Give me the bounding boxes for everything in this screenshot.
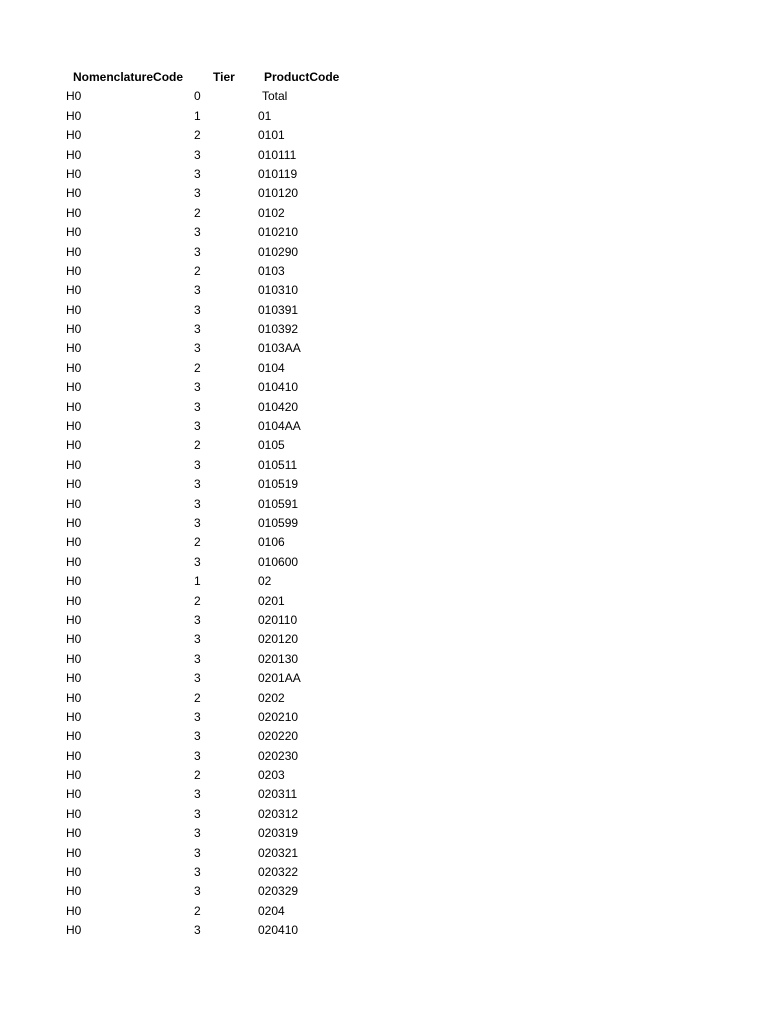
- cell-product-code: 02: [258, 574, 272, 589]
- cell-tier: 3: [194, 923, 201, 938]
- cell-nomenclature-code: H0: [66, 709, 82, 724]
- table-row: [0, 708, 768, 727]
- cell-nomenclature-code: H0: [66, 360, 82, 375]
- table-row: [0, 398, 768, 417]
- table-row: [0, 107, 768, 126]
- table-row: [0, 475, 768, 494]
- cell-tier: 1: [194, 108, 201, 123]
- table-row: [0, 611, 768, 630]
- cell-nomenclature-code: H0: [66, 748, 82, 763]
- table-row: [0, 359, 768, 378]
- cell-nomenclature-code: H0: [66, 380, 82, 395]
- cell-product-code: 0104AA: [258, 419, 301, 434]
- cell-nomenclature-code: H0: [66, 322, 82, 337]
- table-row: [0, 863, 768, 882]
- cell-product-code: 020311: [258, 787, 298, 802]
- table-row: [0, 844, 768, 863]
- cell-nomenclature-code: H0: [66, 826, 82, 841]
- cell-nomenclature-code: H0: [66, 845, 82, 860]
- table-row: [0, 824, 768, 843]
- cell-nomenclature-code: H0: [66, 438, 82, 453]
- cell-tier: 3: [194, 671, 201, 686]
- table-row: [0, 126, 768, 145]
- cell-nomenclature-code: H0: [66, 205, 82, 220]
- table-row: [0, 495, 768, 514]
- cell-product-code: 010600: [258, 554, 299, 569]
- table-row: [0, 727, 768, 746]
- cell-nomenclature-code: H0: [66, 263, 82, 278]
- table-row: [0, 204, 768, 223]
- cell-product-code: 020210: [258, 709, 299, 724]
- table-row: [0, 785, 768, 804]
- cell-tier: 3: [194, 166, 201, 181]
- table-row: [0, 514, 768, 533]
- cell-product-code: 020110: [258, 612, 298, 627]
- cell-tier: 3: [194, 496, 201, 511]
- cell-product-code: 010392: [258, 322, 299, 337]
- table-row: [0, 572, 768, 591]
- cell-tier: 3: [194, 283, 201, 298]
- table-row: [0, 339, 768, 358]
- cell-nomenclature-code: H0: [66, 515, 82, 530]
- cell-tier: 3: [194, 826, 201, 841]
- cell-product-code: 010420: [258, 399, 299, 414]
- cell-nomenclature-code: H0: [66, 923, 82, 938]
- cell-product-code: 0102: [258, 205, 285, 220]
- cell-tier: 2: [194, 438, 201, 453]
- cell-tier: 2: [194, 593, 201, 608]
- cell-tier: 3: [194, 554, 201, 569]
- header-nomenclature-code: NomenclatureCode: [73, 70, 184, 84]
- table-row: [0, 417, 768, 436]
- cell-tier: 3: [194, 806, 201, 821]
- cell-product-code: 0202: [258, 690, 285, 705]
- table-row: [0, 456, 768, 475]
- cell-tier: 2: [194, 690, 201, 705]
- table-body: [0, 87, 768, 940]
- cell-tier: 3: [194, 419, 201, 434]
- cell-tier: 3: [194, 884, 201, 899]
- cell-tier: 3: [194, 457, 201, 472]
- cell-nomenclature-code: H0: [66, 593, 82, 608]
- table-row: [0, 301, 768, 320]
- table-row: [0, 592, 768, 611]
- table-row: [0, 146, 768, 165]
- table-row: [0, 223, 768, 242]
- cell-nomenclature-code: H0: [66, 884, 82, 899]
- cell-product-code: 010519: [258, 477, 299, 492]
- cell-product-code: 010119: [258, 166, 298, 181]
- table-row: [0, 378, 768, 397]
- cell-nomenclature-code: H0: [66, 632, 82, 647]
- cell-tier: 2: [194, 263, 201, 278]
- table-row: [0, 436, 768, 455]
- cell-tier: 3: [194, 787, 201, 802]
- cell-tier: 3: [194, 845, 201, 860]
- table-row: [0, 630, 768, 649]
- cell-tier: 2: [194, 535, 201, 550]
- table-row: [0, 669, 768, 688]
- cell-nomenclature-code: H0: [66, 535, 82, 550]
- cell-product-code: 0204: [258, 903, 285, 918]
- cell-nomenclature-code: H0: [66, 671, 82, 686]
- cell-tier: 3: [194, 709, 201, 724]
- cell-nomenclature-code: H0: [66, 419, 82, 434]
- cell-nomenclature-code: H0: [66, 225, 82, 240]
- cell-nomenclature-code: H0: [66, 729, 82, 744]
- cell-tier: 3: [194, 477, 201, 492]
- table-row: [0, 533, 768, 552]
- table-row: [0, 320, 768, 339]
- cell-product-code: 0105: [258, 438, 285, 453]
- cell-nomenclature-code: H0: [66, 806, 82, 821]
- cell-product-code: 020230: [258, 748, 299, 763]
- cell-tier: 3: [194, 302, 201, 317]
- cell-nomenclature-code: H0: [66, 128, 82, 143]
- cell-tier: 3: [194, 729, 201, 744]
- cell-product-code: 020130: [258, 651, 299, 666]
- cell-product-code: 020410: [258, 923, 299, 938]
- cell-nomenclature-code: H0: [66, 186, 82, 201]
- cell-product-code: 010210: [258, 225, 299, 240]
- cell-tier: 3: [194, 632, 201, 647]
- cell-nomenclature-code: H0: [66, 865, 82, 880]
- cell-nomenclature-code: H0: [66, 496, 82, 511]
- cell-product-code: 0101: [258, 128, 285, 143]
- cell-tier: 2: [194, 360, 201, 375]
- cell-product-code: 010120: [258, 186, 299, 201]
- cell-nomenclature-code: H0: [66, 787, 82, 802]
- cell-product-code: 0203: [258, 768, 285, 783]
- cell-nomenclature-code: H0: [66, 903, 82, 918]
- cell-product-code: 020321: [258, 845, 299, 860]
- cell-product-code: Total: [262, 89, 288, 104]
- cell-tier: 2: [194, 128, 201, 143]
- cell-nomenclature-code: H0: [66, 690, 82, 705]
- table-row: [0, 689, 768, 708]
- table-row: [0, 165, 768, 184]
- table-row: [0, 281, 768, 300]
- cell-nomenclature-code: H0: [66, 244, 82, 259]
- cell-tier: 2: [194, 768, 201, 783]
- cell-tier: 0: [194, 89, 201, 104]
- table-row: [0, 243, 768, 262]
- cell-product-code: 010310: [258, 283, 299, 298]
- cell-product-code: 020322: [258, 865, 299, 880]
- cell-product-code: 010591: [258, 496, 299, 511]
- cell-product-code: 020312: [258, 806, 299, 821]
- cell-tier: 3: [194, 147, 201, 162]
- cell-tier: 3: [194, 380, 201, 395]
- cell-tier: 2: [194, 903, 201, 918]
- cell-nomenclature-code: H0: [66, 283, 82, 298]
- cell-nomenclature-code: H0: [66, 477, 82, 492]
- data-table: [0, 68, 768, 941]
- cell-product-code: 0104: [258, 360, 285, 375]
- cell-nomenclature-code: H0: [66, 108, 82, 123]
- cell-product-code: 0106: [258, 535, 285, 550]
- cell-nomenclature-code: H0: [66, 457, 82, 472]
- cell-tier: 3: [194, 399, 201, 414]
- cell-tier: 3: [194, 748, 201, 763]
- table-row: [0, 262, 768, 281]
- cell-tier: 3: [194, 341, 201, 356]
- cell-nomenclature-code: H0: [66, 554, 82, 569]
- cell-nomenclature-code: H0: [66, 612, 82, 627]
- cell-nomenclature-code: H0: [66, 166, 82, 181]
- cell-product-code: 020220: [258, 729, 299, 744]
- table-row: [0, 747, 768, 766]
- table-row: [0, 553, 768, 572]
- table-row: [0, 87, 768, 106]
- cell-nomenclature-code: H0: [66, 89, 82, 104]
- cell-product-code: 0201AA: [258, 671, 301, 686]
- cell-tier: 3: [194, 186, 201, 201]
- table-row: [0, 184, 768, 203]
- cell-nomenclature-code: H0: [66, 651, 82, 666]
- table-row: [0, 921, 768, 940]
- table-row: [0, 766, 768, 785]
- cell-product-code: 010111: [258, 147, 297, 162]
- cell-tier: 3: [194, 515, 201, 530]
- cell-tier: 3: [194, 651, 201, 666]
- cell-nomenclature-code: H0: [66, 147, 82, 162]
- cell-tier: 1: [194, 574, 201, 589]
- cell-tier: 3: [194, 225, 201, 240]
- cell-product-code: 010290: [258, 244, 299, 259]
- cell-nomenclature-code: H0: [66, 574, 82, 589]
- cell-tier: 3: [194, 612, 201, 627]
- table-row: [0, 882, 768, 901]
- cell-product-code: 0103AA: [258, 341, 301, 356]
- cell-product-code: 010511: [258, 457, 298, 472]
- cell-tier: 3: [194, 322, 201, 337]
- cell-product-code: 010410: [258, 380, 299, 395]
- cell-product-code: 0201: [258, 593, 285, 608]
- cell-tier: 3: [194, 244, 201, 259]
- header-tier: Tier: [213, 70, 235, 84]
- cell-tier: 2: [194, 205, 201, 220]
- cell-product-code: 020319: [258, 826, 299, 841]
- cell-nomenclature-code: H0: [66, 302, 82, 317]
- cell-nomenclature-code: H0: [66, 341, 82, 356]
- cell-tier: 3: [194, 865, 201, 880]
- cell-product-code: 020329: [258, 884, 299, 899]
- table-row: [0, 902, 768, 921]
- cell-nomenclature-code: H0: [66, 399, 82, 414]
- table-row: [0, 650, 768, 669]
- cell-product-code: 010391: [258, 302, 299, 317]
- table-row: [0, 805, 768, 824]
- cell-nomenclature-code: H0: [66, 768, 82, 783]
- header-product-code: ProductCode: [264, 70, 340, 84]
- cell-product-code: 010599: [258, 515, 299, 530]
- cell-product-code: 01: [258, 108, 272, 123]
- cell-product-code: 020120: [258, 632, 299, 647]
- cell-product-code: 0103: [258, 263, 285, 278]
- header-row: [0, 68, 768, 87]
